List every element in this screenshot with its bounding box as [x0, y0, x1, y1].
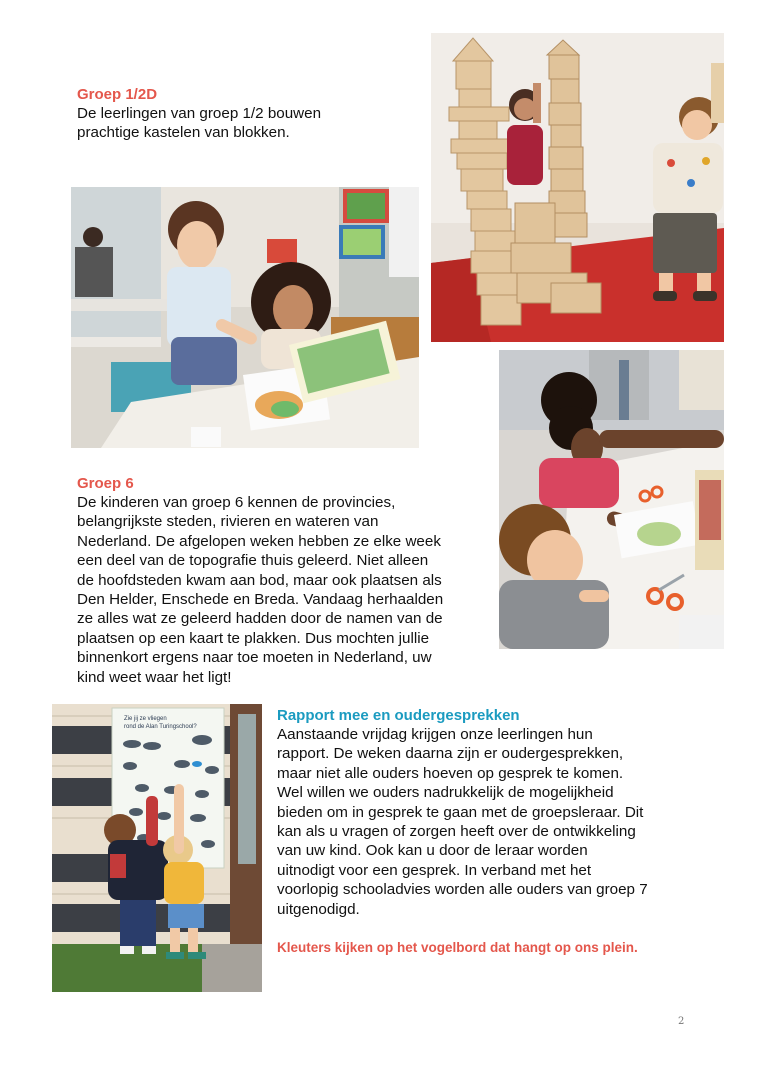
rapport-heading: Rapport mee en oudergesprekken: [277, 707, 520, 724]
text-line: een deel van de topografie thuis geleerd. Niet alleen: [77, 552, 429, 570]
text-line: voorlopig schooladvies worden alle ouders van groep 7: [277, 881, 648, 899]
text-line: belangrijkste steden, rivieren en wateren van: [77, 513, 379, 531]
groep12-body: [77, 104, 407, 143]
poster-title-line2: rond de Alan Turingschool?: [124, 724, 197, 730]
text-line: ze alles wat ze geleerd hadden door de namen van de: [77, 610, 443, 628]
photo-kids-cutting: [499, 350, 724, 649]
text-line: Nederland. De afgelopen weken hebben ze elke week: [77, 532, 441, 550]
page-number: 2: [678, 1016, 685, 1027]
text-line: bieden om in gesprek te gaan met de groepsleraar. Dit: [277, 803, 644, 821]
photo-girls-map: [71, 187, 419, 448]
text-line: uitgenodigd.: [277, 900, 360, 918]
text-line: binnenkort ergens naar toe moeten in Nederland, uw: [77, 649, 432, 667]
text-line: maar niet alle ouders hoeven op gesprek te komen.: [277, 764, 624, 782]
text-line: uitnodigt voor een gesprek. In verband met het: [277, 861, 592, 879]
text-line: kind weet waar het ligt!: [77, 668, 232, 686]
rapport-section: [277, 706, 697, 957]
groep6-body: [77, 493, 497, 687]
text-line: van uw kind. Ook kan u door de leraar worden: [277, 842, 588, 860]
text-line: De kinderen van groep 6 kennen de provincies,: [77, 494, 396, 511]
text-line: De leerlingen van groep 1/2 bouwen: [77, 105, 322, 122]
groep6-heading: Groep 6: [77, 475, 134, 492]
text-line: kan als u vragen of zorgen heeft over de ontwikkeling: [277, 823, 636, 841]
text-line: de hoofdsteden kwam aan bod, maar ook plaatsen als: [77, 571, 442, 589]
groep6-section: [77, 474, 497, 687]
text-line: Wel willen we ouders nadrukkelijk de mogelijkheid: [277, 784, 614, 802]
text-line: prachtige kastelen van blokken.: [77, 124, 290, 142]
photo-bird-board: [52, 704, 262, 992]
text-line: Aanstaande vrijdag krijgen onze leerlingen hun: [277, 726, 593, 743]
text-line: rapport. De weken daarna zijn er oudergesprekken,: [277, 745, 624, 763]
groep12-section: [77, 85, 407, 143]
groep12-heading: Groep 1/2D: [77, 86, 158, 103]
photo-caption: Kleuters kijken op het vogelbord dat hangt op ons plein.: [277, 940, 638, 956]
text-line: plaatsen op een kaart te plakken. Dus mochten jullie: [77, 629, 430, 647]
rapport-body: [277, 725, 697, 919]
poster-title-line1: Zie jij ze vliegen: [124, 716, 167, 722]
photo-block-towers: [431, 33, 724, 342]
text-line: Den Helder, Enschede en Breda. Vandaag herhaalden: [77, 591, 444, 609]
